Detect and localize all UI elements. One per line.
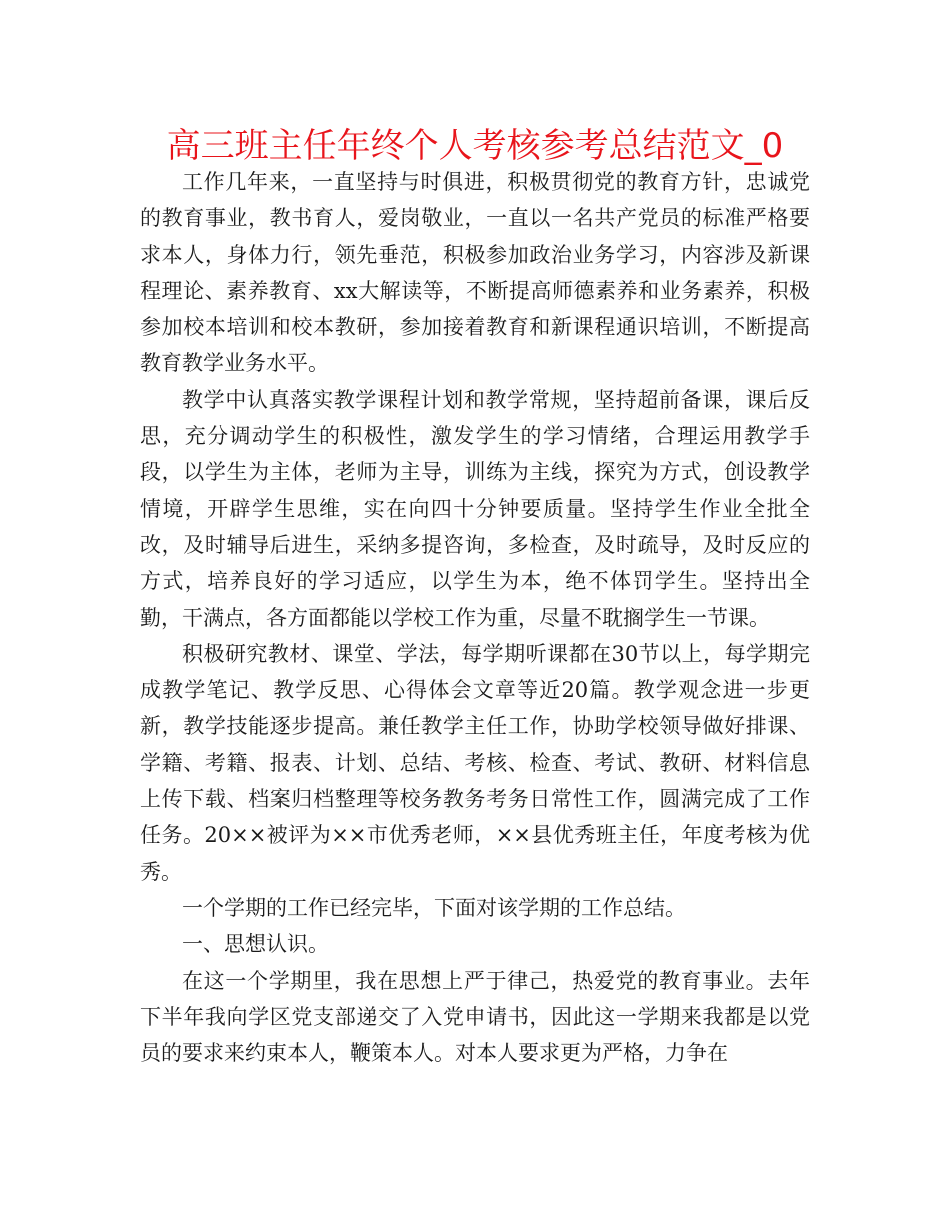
document-title: 高三班主任年终个人考核参考总结范文_0 (166, 126, 784, 166)
paragraph: 工作几年来，一直坚持与时俱进，积极贯彻党的教育方针，忠诚党的教育事业，教书育人，爱岗敬业，一直以一名共产党员的标准严格要求本人，身体力行，领先垂范，积极参加政治业务学习，内容涉及新课程理论、素养教育、xx大解读等，不断提高师德素养和业务素养，积极参加校本培训和校本教研，参加接着教育和新课程通识培训，不断提高教育教学业务水平。 (140, 170, 810, 376)
section-heading: 一、思想认识。 (182, 932, 329, 957)
paragraph: 在这一个学期里，我在思想上严于律己，热爱党的教育事业。去年下半年我向学区党支部递交了入党申请书，因此这一学期来我都是以党员的要求来约束本人，鞭策本人。对本人要求更为严格，力争在 (140, 968, 810, 1066)
document-body (140, 164, 810, 1071)
paragraph: 一个学期的工作已经完毕，下面对该学期的工作总结。 (182, 895, 686, 920)
paragraph: 积极研究教材、课堂、学法，每学期听课都在30节以上，每学期完成教学笔记、教学反思、心得体会文章等近20篇。教学观念进一步更新，教学技能逐步提高。兼任教学主任工作，协助学校领导做好排课、学籍、考籍、报表、计划、总结、考核、检查、考试、教研、材料信息上传下载、档案归档整理等校务教务考务日常性工作，圆满完成了工作任务。20××被评为××市优秀老师，××县优秀班主任，年度考核为优秀。 (140, 641, 810, 884)
paragraph: 教学中认真落实教学课程计划和教学常规，坚持超前备课，课后反思，充分调动学生的积极性，激发学生的学习情绪，合理运用教学手段，以学生为主体，老师为主导，训练为主线，探究为方式，创设教学情境，开辟学生思维，实在向四十分钟要质量。坚持学生作业全批全改，及时辅导后进生，采纳多提咨询，多检查，及时疏导，及时反应的方式，培养良好的学习适应，以学生为本，绝不体罚学生。坚持出全勤，干满点，各方面都能以学校工作为重，尽量不耽搁学生一节课。 (140, 387, 810, 630)
